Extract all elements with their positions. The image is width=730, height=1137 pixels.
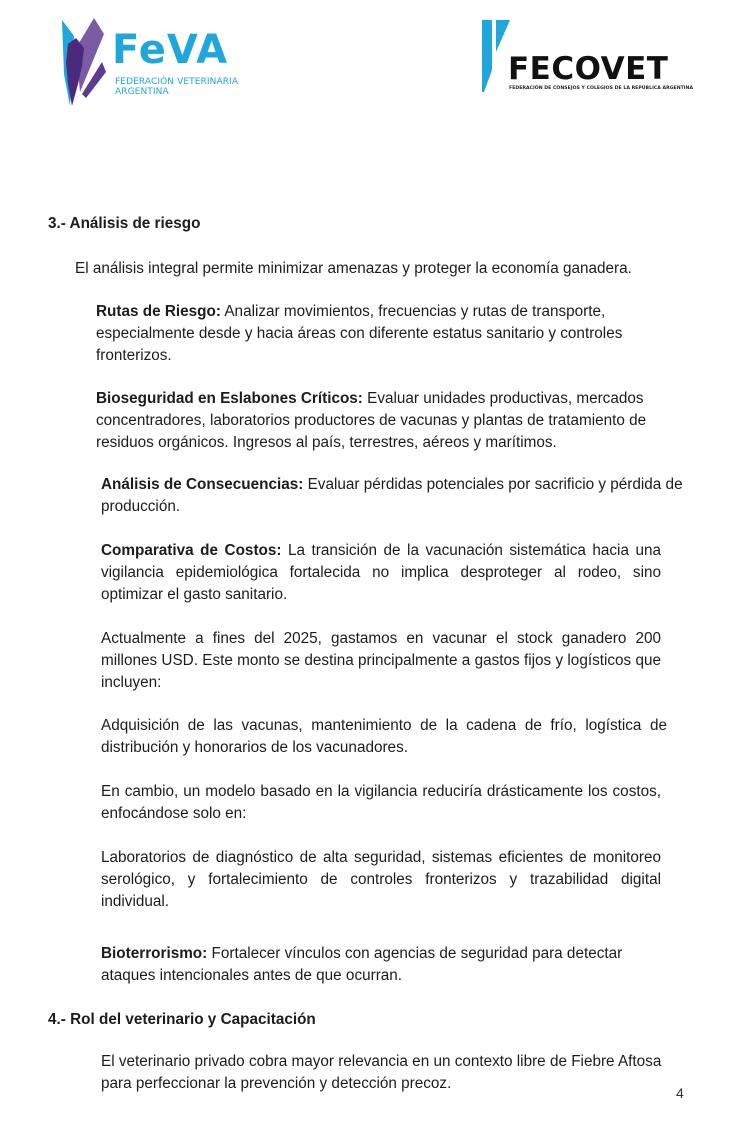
paragraph-analisis-consecuencias <box>101 474 691 518</box>
page-number: 4 <box>676 1085 684 1101</box>
feva-subtitle <box>115 77 238 97</box>
paragraph-laboratorios: Laboratorios de diagnóstico de alta seguridad, sistemas eficientes de monitoreo serológico, y fortalecimiento de controles fronterizos y trazabilidad digital individual. <box>101 849 661 910</box>
fecovet-wordmark: FECOVET <box>508 51 669 87</box>
label-bioterrorismo: Bioterrorismo: <box>101 945 208 962</box>
text-comparativa-costos: La transición de la vacunación sistemática hacia una vigilancia epidemiológica fortalecida no implica desproteger al rodeo, sino optimizar el gasto sanitario. <box>101 542 661 603</box>
label-analisis-consecuencias: Análisis de Consecuencias: <box>101 476 304 493</box>
label-comparativa-costos: Comparativa de Costos: <box>101 542 282 559</box>
paragraph-gasto-actual: Actualmente a fines del 2025, gastamos en vacunar el stock ganadero 200 millones USD. Este monto se destina principalmente a gastos fijos y logísticos que incluyen: <box>101 630 661 691</box>
section-3-intro: El análisis integral permite minimizar amenazas y proteger la economía ganadera. <box>75 260 632 277</box>
label-bioseguridad: Bioseguridad en Eslabones Críticos: <box>96 390 363 407</box>
feva-wordmark: FeVA <box>112 27 229 73</box>
paragraph-rutas-de-riesgo <box>96 301 676 367</box>
feva-argentina-map-icon <box>58 14 112 114</box>
section-3-heading: 3.- Análisis de riesgo <box>48 215 201 232</box>
label-rutas-de-riesgo: Rutas de Riesgo: <box>96 303 221 320</box>
paragraph-rol-veterinario: El veterinario privado cobra mayor relevancia en un contexto libre de Fiebre Aftosa para perfeccionar la prevención y detección precoz. <box>101 1053 662 1092</box>
text-bioterrorismo: Fortalecer vínculos con agencias de seguridad para detectar ataques intencionales antes de que ocurran. <box>101 945 623 984</box>
feva-subtitle-line1: FEDERACIÓN VETERINARIA <box>115 77 239 87</box>
paragraph-modelo-vigilancia: En cambio, un modelo basado en la vigilancia reduciría drásticamente los costos, enfocándose solo en: <box>101 783 661 822</box>
paragraph-comparativa-costos <box>101 540 661 606</box>
paragraph-bioseguridad <box>96 388 686 454</box>
section-4-heading: 4.- Rol del veterinario y Capacitación <box>48 1011 316 1028</box>
text-bioseguridad: Evaluar unidades productivas, mercados concentradores, laboratorios productores de vacunas y plantas de tratamiento de residuos orgánicos. Ingresos al país, terrestres, aéreos y marítimos. <box>96 390 647 451</box>
fecovet-subtitle: FEDERACIÓN DE CONSEJOS Y COLEGIOS DE LA REPÚBLICA ARGENTINA <box>509 86 694 91</box>
text-rutas-de-riesgo: Analizar movimientos, frecuencias y rutas de transporte, especialmente desde y hacia áreas con diferente estatus sanitario y controles fronterizos. <box>96 303 623 364</box>
feva-subtitle-line2: ARGENTINA <box>115 87 169 97</box>
text-analisis-consecuencias: Evaluar pérdidas potenciales por sacrificio y pérdida de producción. <box>101 476 683 515</box>
feva-logo <box>58 14 248 114</box>
paragraph-adquisicion: Adquisición de las vacunas, mantenimiento de la cadena de frío, logística de distribución y honorarios de los vacunadores. <box>101 717 667 756</box>
paragraph-bioterrorismo <box>101 943 671 987</box>
fecovet-logo <box>482 20 692 100</box>
